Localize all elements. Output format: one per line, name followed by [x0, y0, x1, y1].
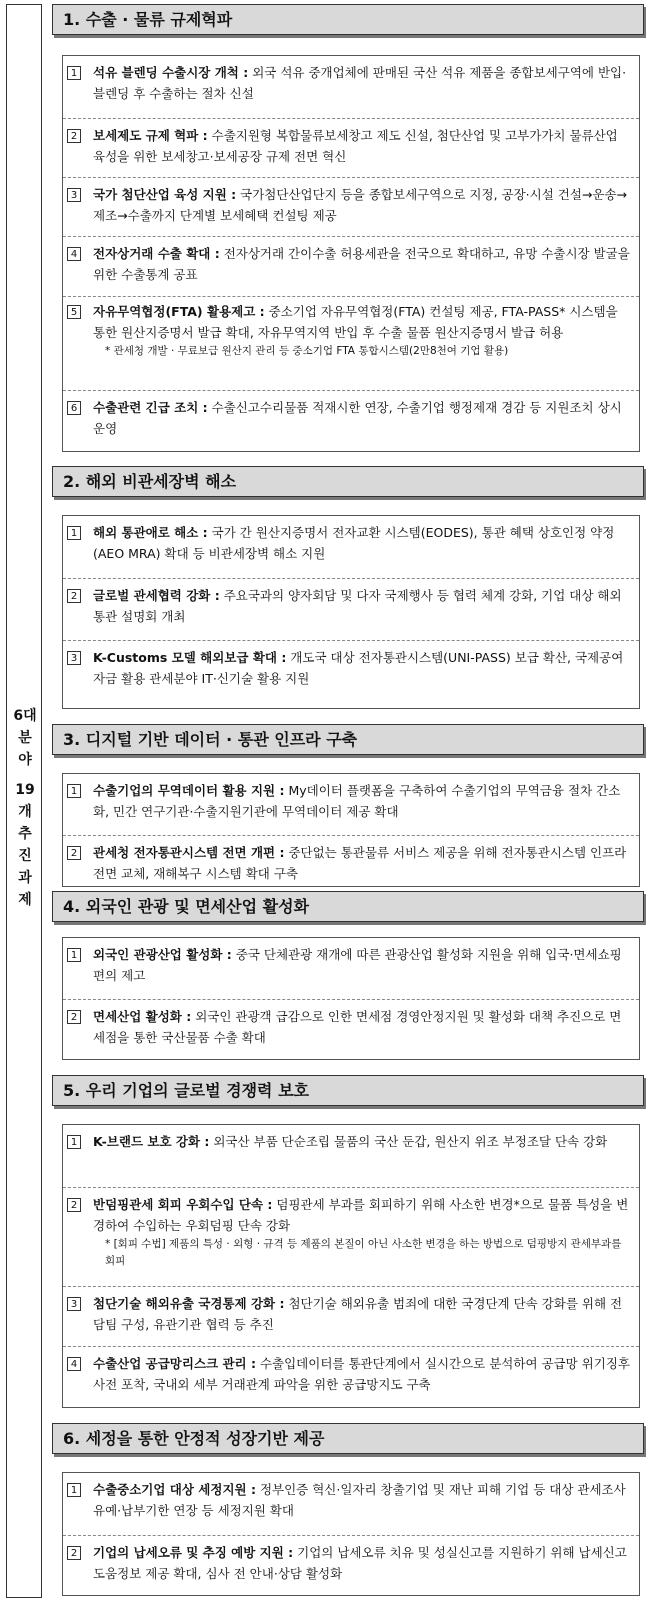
list-item [63, 999, 639, 1048]
list-item [63, 118, 639, 167]
section-1 [52, 4, 644, 35]
list-item [63, 944, 639, 986]
list-item [63, 640, 639, 689]
list-item [63, 578, 639, 627]
item-heading: K-Customs 모델 해외보급 확대 : [93, 650, 287, 665]
section-6-box [62, 1472, 640, 1596]
item-number: 2 [67, 589, 81, 603]
item-number: 2 [67, 129, 81, 143]
item-heading: K-브랜드 보호 강화 : [93, 1134, 210, 1149]
section-6-title: 6. 세정을 통한 안정적 성장기반 제공 [52, 1423, 644, 1454]
item-number: 1 [67, 1135, 81, 1149]
item-body: 전자상거래 간이수출 허용세관을 전국으로 확대하고, 유망 수출시장 발굴을 위한 수출통계 공표 [93, 246, 630, 282]
item-number: 4 [67, 1357, 81, 1371]
list-item [63, 62, 639, 104]
section-2 [52, 466, 644, 497]
item-number: 1 [67, 948, 81, 962]
item-body: 기업의 납세오류 치유 및 성실신고를 지원하기 위해 납세신고 도움정보 제공 확대, 심사 전 안내·상담 활성화 [93, 1545, 627, 1581]
item-body: 수출신고수리물품 적재시한 연장, 수출기업 행정제재 경감 등 지원조치 상시 운영 [93, 400, 622, 436]
item-body: 외국인 관광객 급감으로 인한 면세점 경영안정지원 및 활성화 대책 추진으로 면세점을 통한 국산물품 수출 확대 [93, 1009, 622, 1045]
list-item [63, 1479, 639, 1521]
item-body: 중국 단체관광 재개에 따른 관광산업 활성화 지원을 위해 입국·면세쇼핑 편의 제고 [93, 947, 622, 983]
section-3 [52, 724, 644, 755]
list-item [63, 522, 639, 564]
list-item [63, 1346, 639, 1395]
item-number: 2 [67, 1198, 81, 1212]
item-number: 1 [67, 66, 81, 80]
item-body: 수출지원형 복합물류보세창고 제도 신설, 첨단산업 및 고부가가치 물류산업 육성을 위한 보세창고·보세공장 규제 전면 혁신 [93, 128, 618, 164]
item-heading: 수출산업 공급망리스크 관리 : [93, 1356, 256, 1371]
item-heading: 첨단기술 해외유출 국경통제 강화 : [93, 1296, 285, 1311]
item-body: 외국 석유 중개업체에 판매된 국산 석유 제품을 종합보세구역에 반입·블렌딩 후 수출하는 절차 신설 [93, 65, 627, 101]
section-1-box [62, 55, 640, 452]
item-number: 2 [67, 1546, 81, 1560]
areas-label: 6대 분야 [13, 708, 37, 768]
list-item [63, 780, 639, 822]
item-number: 2 [67, 846, 81, 860]
item-heading: 수출기업의 무역데이터 활용 지원 : [93, 783, 285, 798]
item-heading: 보세제도 규제 혁파 : [93, 128, 208, 143]
item-body: 국가첨단산업단지 등을 종합보세구역으로 지정, 공장·시설 건설→운송→제조→수출까지 단계별 보세혜택 컨설팅 제공 [93, 187, 628, 223]
item-heading: 석유 블렌딩 수출시장 개척 : [93, 65, 249, 80]
item-heading: 외국인 관광산업 활성화 : [93, 947, 232, 962]
item-heading: 자유무역협정(FTA) 활용제고 : [93, 304, 265, 319]
section-5-title: 5. 우리 기업의 글로벌 경쟁력 보호 [52, 1075, 644, 1106]
item-number: 1 [67, 526, 81, 540]
section-5-box [62, 1124, 640, 1408]
item-heading: 면세산업 활성화 : [93, 1009, 192, 1024]
section-6 [52, 1423, 644, 1454]
item-body: 중단없는 통관물류 서비스 제공을 위해 전자통관시스템 인프라 전면 교체, 재해복구 시스템 확대 구축 [93, 845, 627, 881]
item-body: 정부인증 혁신·일자리 창출기업 및 재난 피해 기업 등 대상 관세조사유예·납부기한 연장 등 세정지원 확대 [93, 1482, 626, 1518]
item-number: 5 [67, 305, 81, 319]
item-body: 덤핑관세 부과를 회피하기 위해 사소한 변경*으로 물품 특성을 변경하여 수입하는 우회덤핑 단속 강화 [93, 1197, 629, 1233]
item-heading: 수출중소기업 대상 세정지원 : [93, 1482, 256, 1497]
section-2-box [62, 515, 640, 709]
left-category-column [6, 4, 42, 1598]
item-body: My데이터 플랫폼을 구축하여 수출기업의 무역금융 절차 간소화, 민간 연구기관·수출지원기관에 무역데이터 제공 확대 [93, 783, 621, 819]
list-item [63, 390, 639, 439]
item-number: 4 [67, 247, 81, 261]
item-body: 외국산 부품 단순조립 물품의 국산 둔갑, 원산지 위조 부정조달 단속 강화 [209, 1134, 608, 1149]
item-number: 1 [67, 1483, 81, 1497]
section-4-box [62, 937, 640, 1060]
list-item [63, 1131, 639, 1152]
item-number: 3 [67, 651, 81, 665]
item-footnote: * [회피 수법] 제품의 특성 · 외형 · 규격 등 제품의 본질이 아닌 사소한 변경을 하는 방법으로 덤핑방지 관세부과를 회피 [105, 1238, 622, 1267]
item-body: 첨단기술 해외유출 범죄에 대한 국경단계 단속 강화를 위해 전담팀 구성, 유관기관 협력 등 추진 [93, 1296, 623, 1332]
list-item [63, 177, 639, 226]
section-4-title: 4. 외국인 관광 및 면세산업 활성화 [52, 891, 644, 922]
item-number: 1 [67, 784, 81, 798]
item-body: 주요국과의 양자회담 및 다자 국제행사 등 협력 체계 강화, 기업 대상 해외통관 설명회 개최 [93, 588, 622, 624]
item-heading: 국가 첨단산업 육성 지원 : [93, 187, 237, 202]
list-item [63, 1187, 639, 1270]
item-body: 국가 간 원산지증명서 전자교환 시스템(EODES), 통관 혜택 상호인정 약정(AEO MRA) 확대 등 비관세장벽 해소 지원 [93, 525, 615, 561]
section-4 [52, 891, 644, 922]
item-number: 3 [67, 1297, 81, 1311]
item-heading: 반덤핑관세 회피 우회수입 단속 : [93, 1197, 273, 1212]
item-body: 수출입데이터를 통관단계에서 실시간으로 분석하여 공급망 위기징후 사전 포착, 국내외 세부 거래관계 파악을 위한 공급망지도 구축 [93, 1356, 630, 1392]
item-number: 2 [67, 1010, 81, 1024]
list-item [63, 835, 639, 884]
item-heading: 수출관련 긴급 조치 : [93, 400, 208, 415]
section-2-title: 2. 해외 비관세장벽 해소 [52, 466, 644, 497]
section-3-box [62, 773, 640, 887]
section-3-title: 3. 디지털 기반 데이터 · 통관 인프라 구축 [52, 724, 644, 755]
item-heading: 해외 통관애로 해소 : [93, 525, 208, 540]
list-item [63, 1286, 639, 1335]
item-heading: 기업의 납세오류 및 추징 예방 지원 : [93, 1545, 294, 1560]
item-number: 6 [67, 401, 81, 415]
item-footnote: * 관세청 개발 · 무료보급 원산지 관리 등 중소기업 FTA 통합시스템(2만8천여 기업 활용) [105, 345, 509, 357]
item-body: 중소기업 자유무역협정(FTA) 컨설팅 제공, FTA-PASS* 시스템을 통한 원산지증명서 발급 확대, 자유무역지역 반입 후 수출 물품 원산지증명서 발급 허용 [93, 304, 618, 340]
section-5 [52, 1075, 644, 1106]
item-heading: 전자상거래 수출 확대 : [93, 246, 220, 261]
item-heading: 글로벌 관세협력 강화 : [93, 588, 220, 603]
item-heading: 관세청 전자통관시스템 전면 개편 : [93, 845, 285, 860]
item-number: 3 [67, 188, 81, 202]
item-body: 개도국 대상 전자통관시스템(UNI-PASS) 보급 확산, 국제공여자금 활용 관세분야 IT·신기술 활용 지원 [93, 650, 624, 686]
section-1-title: 1. 수출 · 물류 규제혁파 [52, 4, 644, 35]
list-item [63, 296, 639, 360]
list-item [63, 236, 639, 285]
list-item [63, 1535, 639, 1584]
tasks-label: 19개 추진 과제 [15, 782, 35, 908]
